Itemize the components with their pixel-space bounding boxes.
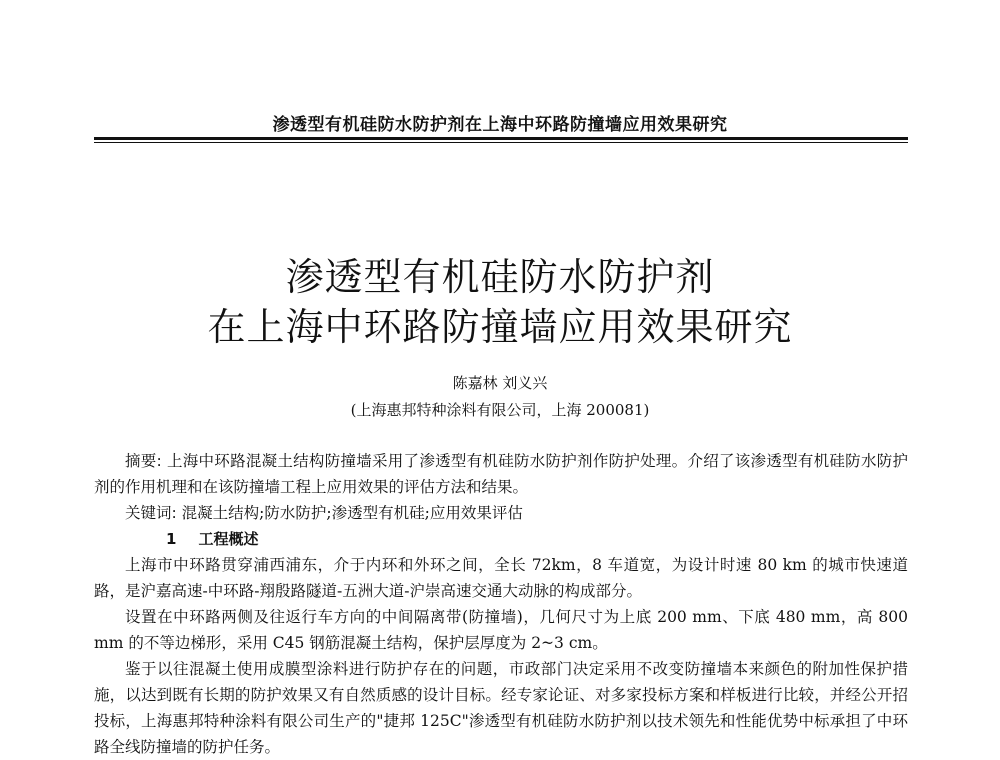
abstract-text: 上海中环路混凝土结构防撞墙采用了渗透型有机硅防水防护剂作防护处理。介绍了该渗透型有机硅防水防护剂的作用机理和在该防撞墙工程上应用效果的评估方法和结果。 bbox=[94, 452, 908, 496]
keywords bbox=[94, 500, 908, 526]
abstract bbox=[94, 448, 908, 500]
abstract-label: 摘要: bbox=[125, 452, 162, 470]
section-heading bbox=[94, 526, 908, 552]
running-header: 渗透型有机硅防水防护剂在上海中环路防撞墙应用效果研究 bbox=[272, 115, 728, 135]
header-rule-thin bbox=[94, 142, 908, 143]
title-line-1: 渗透型有机硅防水防护剂 bbox=[285, 255, 715, 299]
body-paragraph: 鉴于以往混凝土使用成膜型涂料进行防护存在的问题，市政部门决定采用不改变防撞墙本来颜色的附加性保护措施，以达到既有长期的防护效果又有自然质感的设计目标。经专家论证、对多家投标方案和样板进行比较，并经公开招投标，上海惠邦特种涂料有限公司生产的"捷邦 125C"渗透型有机硅防水防护剂以技术领先和性能优势中标承担了中环路全线防撞墙的防护任务。 bbox=[94, 660, 908, 756]
section-number: 1 bbox=[166, 530, 177, 548]
title-line-2: 在上海中环路防撞墙应用效果研究 bbox=[207, 305, 793, 349]
keywords-text: 混凝土结构;防水防护;渗透型有机硅;应用效果评估 bbox=[176, 504, 523, 522]
keywords-label: 关键词: bbox=[125, 504, 177, 522]
body-paragraph: 上海市中环路贯穿浦西浦东，介于内环和外环之间，全长 72km，8 车道宽，为设计时速 80 km 的城市快速道路，是沪嘉高速-中环路-翔殷路隧道-五洲大道-沪崇高速交通大动脉的构成部分。 bbox=[94, 556, 908, 600]
authors: 陈嘉林 刘义兴 bbox=[452, 374, 548, 392]
header-rule bbox=[94, 137, 908, 140]
affiliation: (上海惠邦特种涂料有限公司，上海 200081) bbox=[350, 401, 650, 419]
body-text bbox=[94, 448, 908, 760]
paper-title bbox=[0, 252, 1000, 352]
body-paragraph: 设置在中环路两侧及往返行车方向的中间隔离带(防撞墙)，几何尺寸为上底 200 mm、下底 480 mm，高 800 mm 的不等边梯形，采用 C45 钢筋混凝土结构，保护层厚度为 2~3 cm。 bbox=[94, 608, 908, 652]
section-title: 工程概述 bbox=[198, 530, 259, 548]
